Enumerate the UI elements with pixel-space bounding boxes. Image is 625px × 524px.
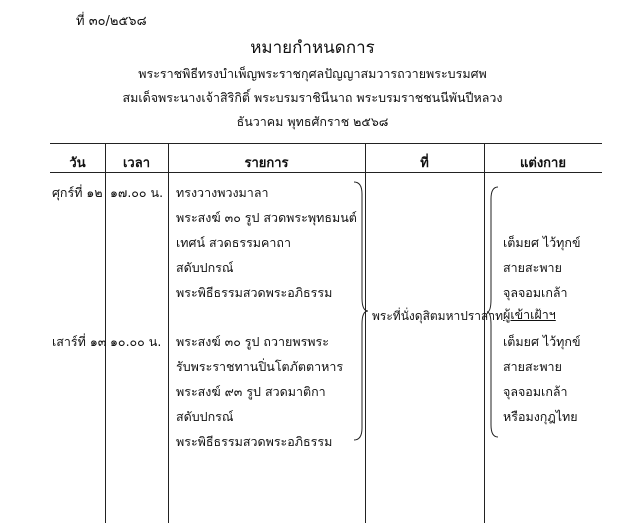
document-title: หมายกำหนดการ bbox=[250, 38, 375, 58]
subtitle-date-line: ธันวาคม พุทธศักราช ๒๕๖๘ bbox=[236, 114, 389, 129]
program-item: รับพระราชทานปิ่นโตภัตตาหาร bbox=[176, 359, 344, 374]
table-top-rule bbox=[50, 143, 602, 144]
dress-item: จุลจอมเกล้า bbox=[503, 285, 568, 300]
dress-item: หรือมงกุฎไทย bbox=[503, 409, 578, 424]
program-item: ทรงวางพวงมาลา bbox=[176, 185, 269, 200]
ceremony-place: พระที่นั่งดุสิตมหาปราสาท bbox=[372, 309, 504, 323]
program-item: พระสงฆ์ ๓๐ รูป สวดพระพุทธมนต์ bbox=[176, 210, 357, 225]
program-item: สดับปกรณ์ bbox=[176, 409, 234, 424]
row-time: ๑๐.๐๐ น. bbox=[110, 334, 162, 349]
header-time: เวลา bbox=[122, 156, 150, 171]
header-day: วัน bbox=[69, 156, 86, 171]
header-dress: แต่งกาย bbox=[520, 156, 566, 171]
program-item: พระสงฆ์ ๙๓ รูป สวดมาติกา bbox=[176, 384, 326, 399]
column-divider bbox=[484, 143, 485, 523]
dress-item: สายสะพาย bbox=[503, 260, 562, 275]
program-item: เทศน์ สวดธรรมคาถา bbox=[176, 235, 291, 250]
dress-item-attendees: ผู้เข้าเฝ้าฯ bbox=[503, 307, 556, 322]
dress-item: เต็มยศ ไว้ทุกข์ bbox=[503, 334, 581, 349]
program-item: พระพิธีธรรมสวดพระอภิธรรม bbox=[176, 434, 333, 449]
header-place: ที่ bbox=[420, 156, 429, 171]
program-item: พระพิธีธรรมสวดพระอภิธรรม bbox=[176, 285, 333, 300]
program-item: พระสงฆ์ ๓๐ รูป ถวายพรพระ bbox=[176, 334, 329, 349]
document-number: ที่ ๓๐/๒๕๖๘ bbox=[76, 14, 147, 29]
dress-item: จุลจอมเกล้า bbox=[503, 384, 568, 399]
row-day: ศุกร์ที่ ๑๒ bbox=[52, 185, 103, 200]
right-brace-icon bbox=[486, 185, 500, 439]
column-divider bbox=[168, 143, 169, 523]
subtitle-line-2: สมเด็จพระนางเจ้าสิริกิติ์ พระบรมราชินีนาถ พระบรมราชชนนีพันปีหลวง bbox=[122, 90, 503, 105]
subtitle-line-1: พระราชพิธีทรงบำเพ็ญพระราชกุศลปัญญาสมวารถวายพระบรมศพ bbox=[138, 66, 487, 81]
dress-item: สายสะพาย bbox=[503, 359, 562, 374]
row-day: เสาร์ที่ ๑๓ bbox=[52, 334, 107, 349]
row-time: ๑๗.๐๐ น. bbox=[110, 185, 164, 200]
left-brace-icon bbox=[352, 180, 370, 442]
dress-item: เต็มยศ ไว้ทุกข์ bbox=[503, 235, 581, 250]
program-item: สดับปกรณ์ bbox=[176, 260, 234, 275]
header-program: รายการ bbox=[244, 156, 289, 171]
